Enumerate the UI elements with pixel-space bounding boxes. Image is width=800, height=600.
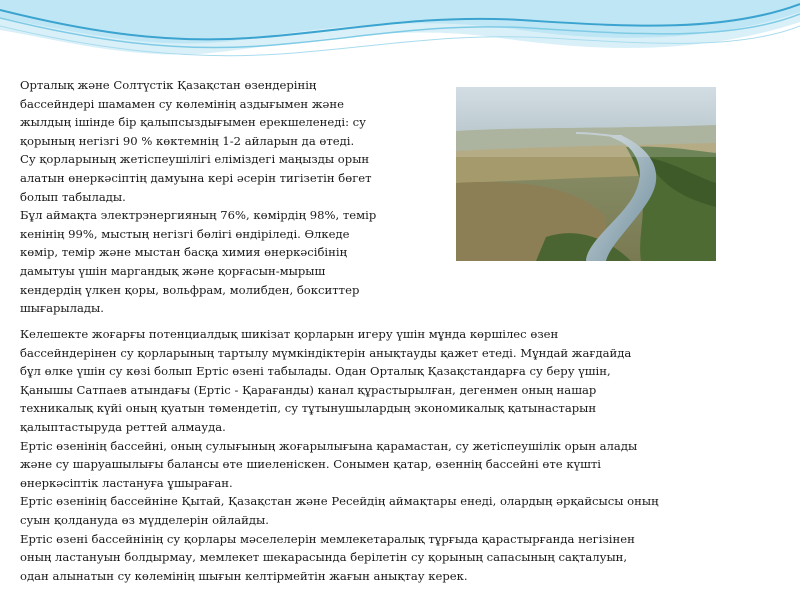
text-line: Қанышы Сатпаев атындағы (Ертіс - Қарағанды) канал құрастырылған, дегенмен оның нашар xyxy=(20,382,597,397)
text-line: болып табылады. xyxy=(20,189,126,204)
text-line: кенінің 99%, мыстың негізгі бөлігі өндіріледі. Өлкеде xyxy=(20,226,350,241)
header-wave-decoration xyxy=(0,0,800,80)
text-line: Ертіс өзенінің бассейніне Қытай, Қазақстан және Ресейдің аймақтары енеді, олардың әрқайсысы оның xyxy=(20,494,659,509)
text-line: бассейндері шамамен су көлемінің аздығымен және xyxy=(20,96,344,111)
text-line: көмір, темір және мыстан басқа химия өнеркәсібінің xyxy=(20,245,348,260)
river-aerial-photo xyxy=(456,87,716,261)
text-line: Ертіс өзенінің бассейні, оның сулығының жоғарылығына қарамастан, су жетіспеушілік орын алады xyxy=(20,438,638,453)
text-line: Бұл аймақта электрэнергияның 76%, көмірдің 98%, темір xyxy=(20,208,377,223)
text-line: одан алынатын су көлемінің шығын келтірмейтін жағын анықтау керек. xyxy=(20,568,468,583)
text-line: дамытуы үшін маргандық және қорғасын-мырыш xyxy=(20,263,326,278)
main-paragraph xyxy=(20,325,659,585)
text-line: бұл өлке үшін су көзі болып Ертіс өзені табылады. Одан Орталық Қазақстандарға су беру үшін, xyxy=(20,364,611,379)
text-line: техникалық күйі оның қуатын төмендетіп, су тұтынушылардың экономикалық қатынастарын xyxy=(20,401,597,416)
text-line: шығарылады. xyxy=(20,301,104,316)
text-line: жылдың ішінде бір қалыпсыздығымен ерекшеленеді: су xyxy=(20,115,366,130)
text-line: кендердің үлкен қоры, вольфрам, молибден, бокситтер xyxy=(20,282,360,297)
intro-paragraph xyxy=(20,76,376,318)
text-line: өнеркәсіптік ластануға ұшыраған. xyxy=(20,475,233,490)
text-line: суын қолдануда өз мүдделерін ойлайды. xyxy=(20,512,269,527)
text-line: алатын өнеркәсіптің дамуына кері әсерін тигізетін бөгет xyxy=(20,170,372,185)
text-line: және су шаруашылығы балансы өте шиеленіскен. Сонымен қатар, өзеннің бассейні өте күшті xyxy=(20,457,602,472)
text-line: бассейндерінен су қорларының тартылу мүмкіндіктерін анықтауды қажет етеді. Мұндай жағдайда xyxy=(20,345,632,360)
text-line: Ертіс өзені бассейнінің су қорлары мәселелерін мемлекетаралық тұрғыда қарастырғанда негізінен xyxy=(20,531,635,546)
text-line: оның ластануын болдырмау, мемлекет шекарасында берілетін су қорының сапасының сақталуын, xyxy=(20,550,628,565)
text-line: Орталық және Солтүстік Қазақстан өзендерінің xyxy=(20,78,317,92)
text-line: Келешекте жоғарғы потенциалдық шикізат қорларын игеру үшін мұнда көршілес өзен xyxy=(20,327,559,341)
text-line: қорының негізгі 90 % көктемнің 1-2 айларын да өтеді. xyxy=(20,133,355,148)
text-line: қалыптастыруда реттей алмауда. xyxy=(20,419,226,434)
text-line: Су қорларының жетіспеушілігі еліміздегі маңызды орын xyxy=(20,152,370,167)
